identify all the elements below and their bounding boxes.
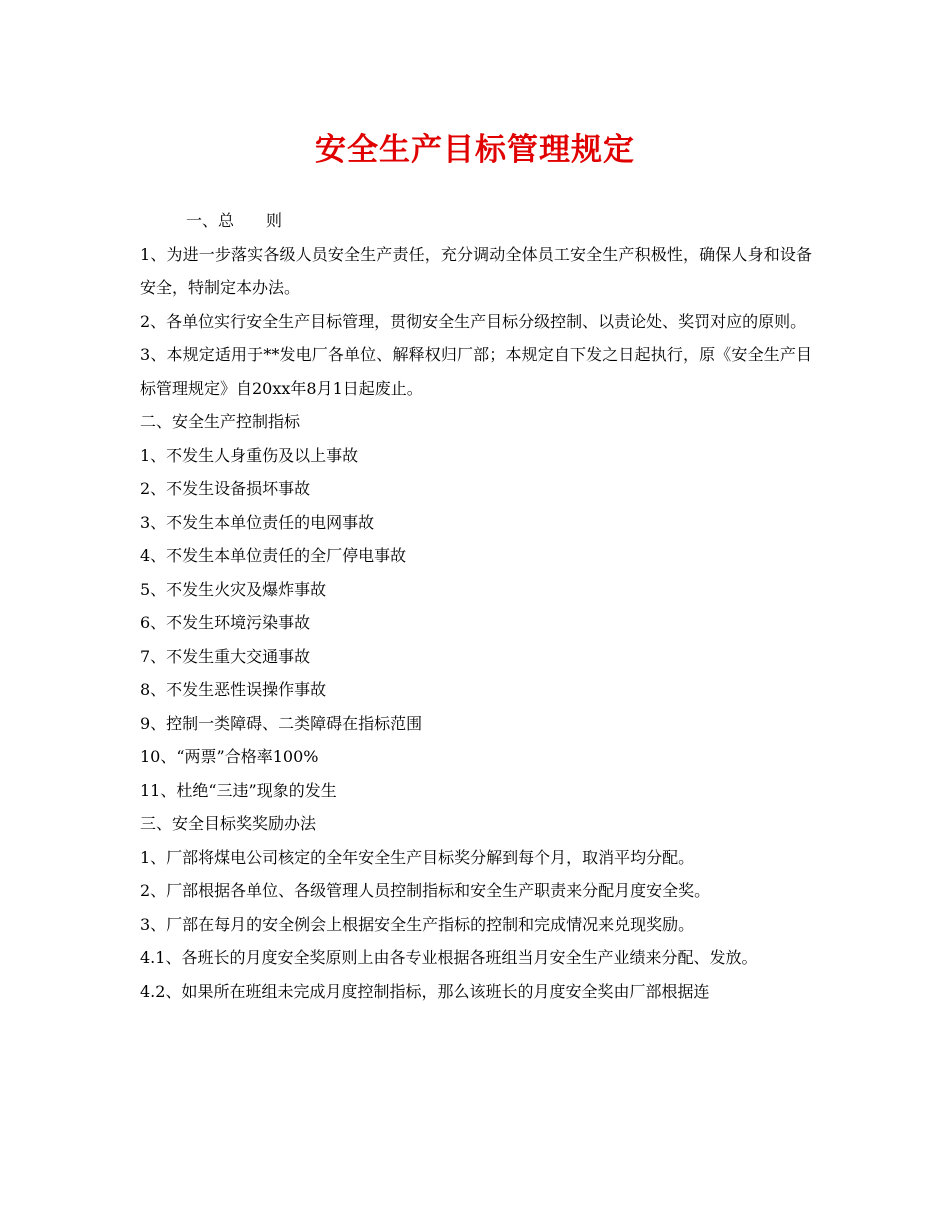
list-item: 1、不发生人身重伤及以上事故	[140, 445, 359, 465]
list-item: 8、不发生恶性误操作事故	[140, 680, 327, 699]
list-item: 11、杜绝“三违”现象的发生	[140, 780, 337, 800]
list-item: 4、不发生本单位责任的全厂停电事故	[140, 546, 407, 565]
paragraph: 2、各单位实行安全生产目标管理，贯彻安全生产目标分级控制、以责论处、奖罚对应的原则。	[140, 311, 807, 331]
list-item: 6、不发生环境污染事故	[140, 613, 311, 632]
paragraph: 1、厂部将煤电公司核定的全年安全生产目标奖分解到每个月，取消平均分配。	[140, 847, 695, 867]
list-item: 5、不发生火灾及爆炸事故	[140, 579, 327, 599]
document-body	[140, 204, 812, 1008]
section-heading: 三、安全目标奖奖励办法	[140, 814, 317, 833]
paragraph: 1、为进一步落实各级人员安全生产责任，充分调动全体员工安全生产积极性，确保人身和设备安全，特制定本办法。	[140, 244, 812, 297]
paragraph: 4.2、如果所在班组未完成月度控制指标，那么该班长的月度安全奖由厂部根据连	[140, 981, 710, 1001]
list-item: 7、不发生重大交通事故	[140, 646, 311, 666]
paragraph: 3、厂部在每月的安全例会上根据安全生产指标的控制和完成情况来兑现奖励。	[140, 914, 695, 934]
paragraph: 2、厂部根据各单位、各级管理人员控制指标和安全生产职责来分配月度安全奖。	[140, 881, 711, 900]
document-title: 安全生产目标管理规定	[315, 132, 635, 168]
list-item: 9、控制一类障碍、二类障碍在指标范围	[140, 713, 423, 733]
list-item: 3、不发生本单位责任的电网事故	[140, 512, 375, 532]
paragraph: 3、本规定适用于**发电厂各单位、解释权归厂部；本规定自下发之日起执行，原《安全生产目标管理规定》自20xx年8月1日起废止。	[140, 345, 812, 398]
section-heading: 一、总 则	[186, 211, 283, 230]
list-item: 2、不发生设备损坏事故	[140, 479, 311, 498]
paragraph: 4.1、各班长的月度安全奖原则上由各专业根据各班组当月安全生产业绩来分配、发放。	[140, 948, 758, 967]
list-item: 10、“两票”合格率100%	[140, 747, 319, 766]
section-heading: 二、安全生产控制指标	[140, 412, 301, 431]
